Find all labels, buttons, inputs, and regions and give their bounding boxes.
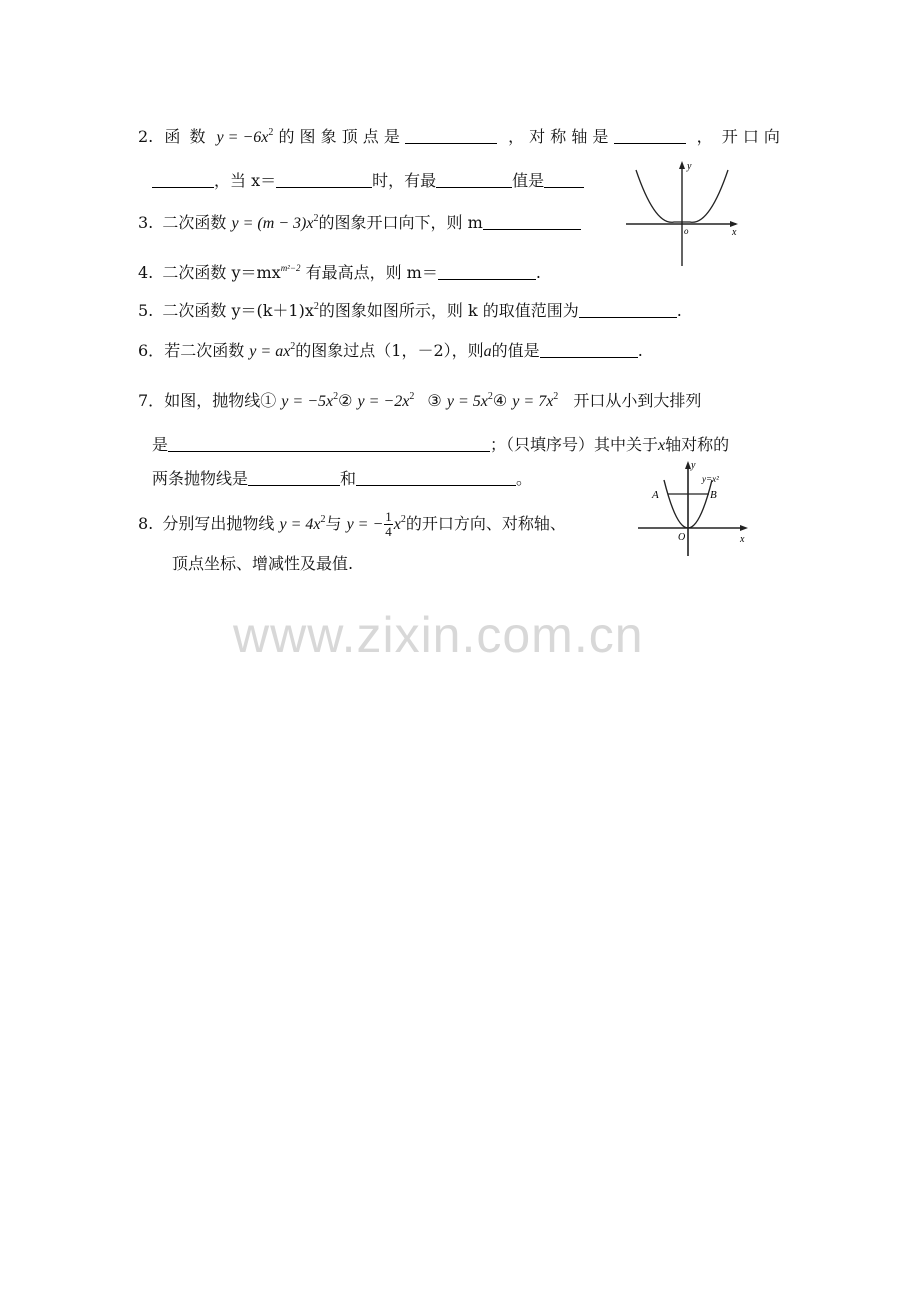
q3-formula: y = (m − 3)x: [231, 215, 314, 232]
q8-formula-1: y = 4x: [279, 516, 321, 533]
q4-number: 4.: [138, 263, 154, 282]
question-2-line-1: [138, 126, 780, 149]
q6-number: 6．: [138, 341, 165, 360]
q6-variable: a: [483, 343, 492, 360]
q7-exp-1: 2: [333, 391, 339, 402]
q5-k-blank[interactable]: [579, 301, 677, 318]
fig2-x-label: x: [740, 534, 745, 545]
q7-note: ；（只填序号）其中关于: [490, 435, 659, 454]
q4-prefix: 二次函数 y＝mx: [162, 263, 281, 282]
q6-end: .: [637, 341, 643, 360]
fig2-x-arrow: [740, 525, 748, 531]
q8-with: 与: [325, 514, 342, 533]
q8-formula-2a: y = −: [346, 516, 384, 533]
q7-postfix: 开口从小到大排列: [573, 391, 702, 410]
q8-formula-2b: x: [393, 516, 401, 533]
question-8-line-2: [172, 553, 353, 575]
q2-number: 2.: [138, 127, 154, 146]
fig2-point-a-label: A: [652, 489, 659, 501]
q2-has-extreme: 时，有最: [372, 171, 437, 190]
q7-end: 。: [516, 469, 533, 488]
q2-when-x: ，当 x＝: [214, 171, 277, 190]
q7-exp-4: 2: [553, 391, 559, 402]
q5-prefix: 二次函数 y＝(k＋1)x: [162, 301, 314, 320]
q5-number: 5.: [138, 301, 154, 320]
q3-postfix: 的图象开口向下，则 m: [318, 213, 483, 232]
question-7-line-2: [152, 434, 729, 457]
q6-formula: y = ax: [249, 343, 291, 360]
q8-fraction-denominator: 4: [385, 524, 392, 539]
q2-axis-label: 对 称 轴 是: [529, 127, 609, 146]
figure-parabola-1: [626, 156, 744, 268]
q2-open-label: 开 口 向: [721, 127, 780, 146]
fig2-curve-label: y=x²: [702, 474, 719, 484]
q4-end: .: [535, 263, 541, 282]
q7-formula-3: y = 5x: [446, 393, 488, 410]
q2-sep-1: ，: [508, 127, 525, 146]
q4-m-blank[interactable]: [438, 263, 536, 280]
q2-prefix: 函 数: [164, 127, 208, 146]
q2-axis-blank[interactable]: [614, 127, 686, 144]
q7-is: 是: [152, 435, 169, 454]
q7-formula-2: y = −2x: [357, 393, 410, 410]
q7-exp-2: 2: [409, 391, 415, 402]
q2-vertex-blank[interactable]: [405, 127, 497, 144]
q4-postfix: 有最高点，则 m＝: [305, 263, 438, 282]
q3-prefix: 二次函数: [162, 213, 227, 232]
q7-circle-2: ②: [338, 391, 353, 410]
q8-exp-1: 2: [320, 514, 326, 525]
q7-and: 和: [340, 469, 357, 488]
q8-postfix: 的开口方向、对称轴、: [405, 514, 566, 533]
q7-circle-3: ③: [427, 391, 442, 410]
fig1-y-arrow: [679, 161, 685, 169]
q3-number: 3.: [138, 213, 154, 232]
question-3: [138, 212, 581, 235]
fig2-origin-label: O: [678, 532, 686, 543]
watermark: www.zixin.com.cn: [233, 607, 644, 663]
question-8-line-1: [138, 510, 566, 539]
q2-value-blank[interactable]: [544, 171, 584, 188]
q7-number: 7．: [138, 391, 165, 410]
fig2-y-label: y: [691, 460, 696, 471]
fig1-x-label: x: [732, 227, 737, 238]
q2-direction-blank[interactable]: [152, 171, 214, 188]
q7-exp-3: 2: [487, 391, 493, 402]
q7-symmetric: 轴对称的: [665, 435, 730, 454]
q3-m-blank[interactable]: [483, 213, 581, 230]
question-7-line-1: [138, 390, 701, 413]
q2-exponent: 2: [268, 127, 274, 138]
question-5: [138, 300, 682, 322]
q6-prefix: 若二次函数: [164, 341, 245, 360]
q7-order-blank[interactable]: [168, 435, 490, 452]
q8-number: 8.: [138, 514, 154, 533]
fig1-origin-label: o: [684, 226, 689, 236]
q8-fraction: [384, 510, 393, 539]
q7-formula-4: y = 7x: [512, 393, 554, 410]
question-7-line-3: [152, 468, 532, 490]
question-4: [138, 262, 541, 284]
q7-x-variable: x: [658, 437, 666, 454]
q7-second-blank[interactable]: [356, 469, 516, 486]
q7-formula-1: y = −5x: [281, 393, 334, 410]
q2-sep-2: ，: [696, 127, 713, 146]
q2-x-blank[interactable]: [276, 171, 372, 188]
figure-parabola-2: [634, 458, 754, 558]
fig2-point-b-label: B: [710, 489, 717, 501]
q6-exponent: 2: [290, 341, 296, 352]
question-2-line-2: [152, 170, 584, 192]
q2-value-is: 值是: [512, 171, 545, 190]
q2-vertex-label: 的 图 象 顶 点 是: [278, 127, 400, 146]
q2-extreme-type-blank[interactable]: [436, 171, 512, 188]
fig1-y-label: y: [687, 161, 692, 172]
q7-two-parabolas: 两条抛物线是: [152, 469, 249, 488]
q4-exponent: m²−2: [280, 263, 301, 273]
q7-circle-4: ④: [492, 391, 508, 410]
q8-fraction-numerator: 1: [385, 509, 392, 524]
q5-postfix: 的图象如图所示，则 k 的取值范围为: [318, 301, 579, 320]
q7-prefix: 如图，抛物线①: [164, 391, 277, 410]
q2-formula: y = −6x: [216, 129, 269, 146]
q6-a-blank[interactable]: [540, 341, 638, 358]
question-6: [138, 340, 643, 363]
q6-value-is: 的值是: [491, 341, 540, 360]
q5-exponent: 2: [313, 301, 319, 312]
q8-exp-2: 2: [400, 514, 406, 525]
q7-first-blank[interactable]: [248, 469, 340, 486]
q3-exponent: 2: [313, 213, 319, 224]
q6-postfix: 的图象过点（1，－2），则: [295, 341, 484, 360]
q8-prefix: 分别写出抛物线: [162, 514, 275, 533]
q8-line-2-text: 顶点坐标、增减性及最值.: [172, 554, 354, 573]
q5-end: .: [676, 301, 682, 320]
